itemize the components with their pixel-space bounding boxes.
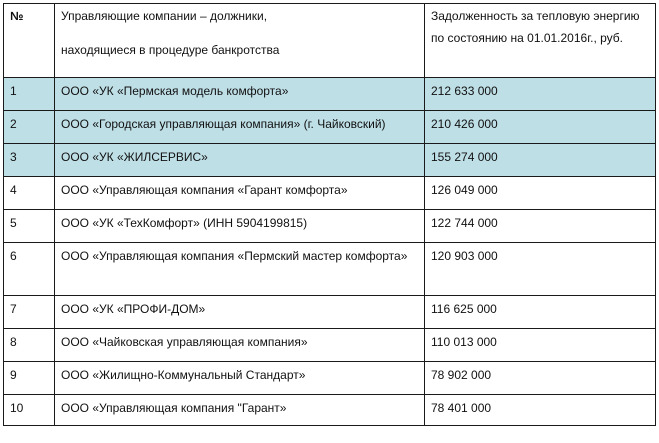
row-debt: 122 744 000 bbox=[425, 210, 656, 243]
row-number: 7 bbox=[4, 296, 55, 329]
row-debt: 120 903 000 bbox=[425, 243, 656, 296]
row-company: ООО «Чайковская управляющая компания» bbox=[55, 329, 425, 362]
row-number: 2 bbox=[4, 111, 55, 144]
row-debt: 155 274 000 bbox=[425, 144, 656, 177]
table-row bbox=[4, 243, 656, 296]
row-company: ООО «Жилищно-Коммунальный Стандарт» bbox=[55, 362, 425, 395]
row-company: ООО «УК «ЖИЛСЕРВИС» bbox=[55, 144, 425, 177]
row-company: ООО «Управляющая компания «Гарант комфорта» bbox=[55, 177, 425, 210]
row-number: 3 bbox=[4, 144, 55, 177]
table-row bbox=[4, 111, 656, 144]
header-company-line2: находящиеся в процедуре банкротства bbox=[61, 43, 280, 57]
row-number: 5 bbox=[4, 210, 55, 243]
row-debt: 210 426 000 bbox=[425, 111, 656, 144]
table-row bbox=[4, 329, 656, 362]
debtors-table bbox=[3, 3, 656, 426]
table-row bbox=[4, 296, 656, 329]
row-debt: 212 633 000 bbox=[425, 78, 656, 111]
row-company: ООО «Управляющая компания "Гарант» bbox=[55, 395, 425, 426]
row-company: ООО «УК «ТехКомфорт» (ИНН 5904199815) bbox=[55, 210, 425, 243]
table-row bbox=[4, 144, 656, 177]
row-debt: 78 902 000 bbox=[425, 362, 656, 395]
header-number: № bbox=[4, 4, 55, 78]
header-company bbox=[55, 4, 425, 78]
header-company-line1: Управляющие компании – должники, bbox=[61, 9, 268, 23]
row-debt: 78 401 000 bbox=[425, 395, 656, 426]
row-company: ООО «Городская управляющая компания» (г. Чайковский) bbox=[55, 111, 425, 144]
table-row bbox=[4, 362, 656, 395]
table-row bbox=[4, 395, 656, 426]
row-number: 9 bbox=[4, 362, 55, 395]
row-number: 8 bbox=[4, 329, 55, 362]
row-company: ООО «УК «ПРОФИ-ДОМ» bbox=[55, 296, 425, 329]
table-row bbox=[4, 177, 656, 210]
row-number: 6 bbox=[4, 243, 55, 296]
row-debt: 116 625 000 bbox=[425, 296, 656, 329]
row-company: ООО «Управляющая компания «Пермский мастер комфорта» bbox=[55, 243, 425, 296]
table-row bbox=[4, 210, 656, 243]
row-debt: 110 013 000 bbox=[425, 329, 656, 362]
row-number: 4 bbox=[4, 177, 55, 210]
header-debt: Задолженность за тепловую энергию по состоянию на 01.01.2016г., руб. bbox=[425, 4, 656, 78]
row-debt: 126 049 000 bbox=[425, 177, 656, 210]
row-company: ООО «УК «Пермская модель комфорта» bbox=[55, 78, 425, 111]
debtors-table-container bbox=[3, 3, 656, 426]
row-number: 1 bbox=[4, 78, 55, 111]
table-row bbox=[4, 78, 656, 111]
row-number: 10 bbox=[4, 395, 55, 426]
table-header-row bbox=[4, 4, 656, 78]
